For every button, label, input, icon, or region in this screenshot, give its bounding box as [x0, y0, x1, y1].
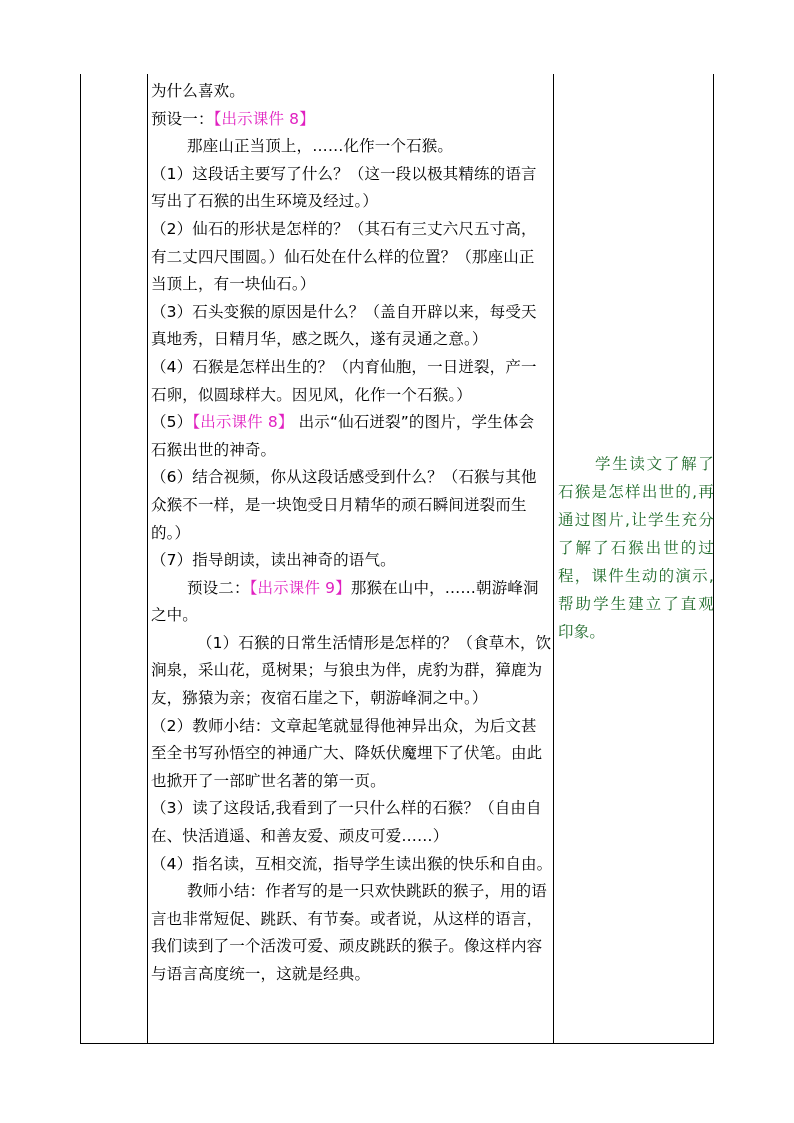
- content-line: （3）读了这段话,我看到了一只什么样的石猴？（自由自: [151, 799, 542, 818]
- content-line: 为什么喜欢。: [151, 82, 245, 100]
- content-line: 众猴不一样，是一块饱受日月精华的顽石瞬间迸裂而生: [151, 495, 527, 514]
- content-line: （2）仙石的形状是怎样的？（其石有三丈六尺五寸高，: [151, 219, 537, 238]
- content-line: [151, 575, 553, 603]
- content-line: 至全书写孙悟空的神通广大、降妖伏魔埋下了伏笔。由此: [151, 744, 543, 763]
- content-line: 教师小结：作者写的是一只欢快跳跃的猴子，用的语: [187, 882, 547, 901]
- content-line: （4）石猴是怎样出生的？（内育仙胞，一日迸裂，产一: [151, 357, 537, 376]
- column-divider-right: [553, 74, 554, 1043]
- courseware-tag: 【出示课件 8】: [192, 413, 294, 432]
- line-suffix: 出示“仙石迸裂”的图片，学生体会: [293, 413, 535, 432]
- content-line: 石卵，似圆球样大。因见风，化作一个石猴。）: [151, 385, 472, 404]
- content-line: [151, 409, 553, 437]
- content-line: 真地秀，日精月华，感之既久，遂有灵通之意。）: [151, 330, 488, 349]
- content-line: （7）指导朗读，读出神奇的语气。: [151, 551, 396, 570]
- content-line: 石猴出世的神奇。: [151, 440, 277, 459]
- design-intent-note: [558, 450, 714, 646]
- content-line: 也掀开了一部旷世名著的第一页。: [151, 771, 386, 790]
- content-line: 有二丈四尺围圆。）仙石处在什么样的位置？（那座山正: [151, 247, 535, 266]
- content-line: （2）教师小结：文章起笔就显得他神异出众，为后文甚: [151, 716, 537, 735]
- content-line: 言也非常短促、跳跃、有节奏。或者说，从这样的语言，: [151, 909, 543, 928]
- content-line: 的。）: [151, 523, 191, 542]
- content-line: 涧泉，采山花，觅树果；与狼虫为伴，虎豹为群，獐鹿为: [151, 661, 543, 680]
- teaching-content: [151, 78, 553, 989]
- content-line: （4）指名读，互相交流，指导学生读出猴的快乐和自由。: [151, 854, 553, 873]
- side-note-text: 学生读文了解了石猴是怎样出世的,再通过图片,让学生充分了解了石猴出世的过程，课件生动的演示,帮助学生建立了直观印象。: [558, 455, 714, 641]
- courseware-tag: 【出示课件 8】: [213, 109, 315, 128]
- content-line: 友，猕猿为亲；夜宿石崖之下，朝游峰洞之中。）: [151, 689, 488, 708]
- column-divider-left: [147, 74, 148, 1043]
- content-line: 我们读到了一个活泼可爱、顽皮跳跃的猴子。像这样内容: [151, 937, 543, 956]
- content-line: [151, 106, 553, 134]
- content-line: （3）石头变猴的原因是什么？（盖自开辟以来，每受天: [151, 302, 537, 321]
- line-prefix: 预设二：: [187, 578, 250, 597]
- line-prefix: 预设一：: [151, 109, 214, 128]
- content-line: 当顶上，有一块仙石。）: [151, 275, 316, 294]
- content-line: 与语言高度统一，这就是经典。: [151, 965, 371, 983]
- content-line: 那座山正当顶上，……化作一个石猴。: [187, 137, 454, 156]
- content-line: 写出了石猴的出生环境及经过。）: [151, 192, 379, 211]
- lesson-table: [80, 74, 714, 1044]
- line-prefix: （5）: [151, 413, 193, 432]
- courseware-tag: 【出示课件 9】: [249, 578, 351, 597]
- line-suffix: 那猴在山中，……朝游峰洞: [350, 578, 539, 597]
- content-line: 在、快活逍遥、和善友爱、顽皮可爱……）: [151, 827, 449, 846]
- content-line: （1）这段话主要写了什么？（这一段以极其精练的语言: [151, 164, 537, 183]
- content-line: 之中。: [151, 606, 198, 625]
- content-line: （1）石猴的日常生活情形是怎样的？（食草木，饮: [197, 633, 552, 652]
- content-line: （6）结合视频，你从这段话感受到什么？（石猴与其他: [151, 468, 537, 487]
